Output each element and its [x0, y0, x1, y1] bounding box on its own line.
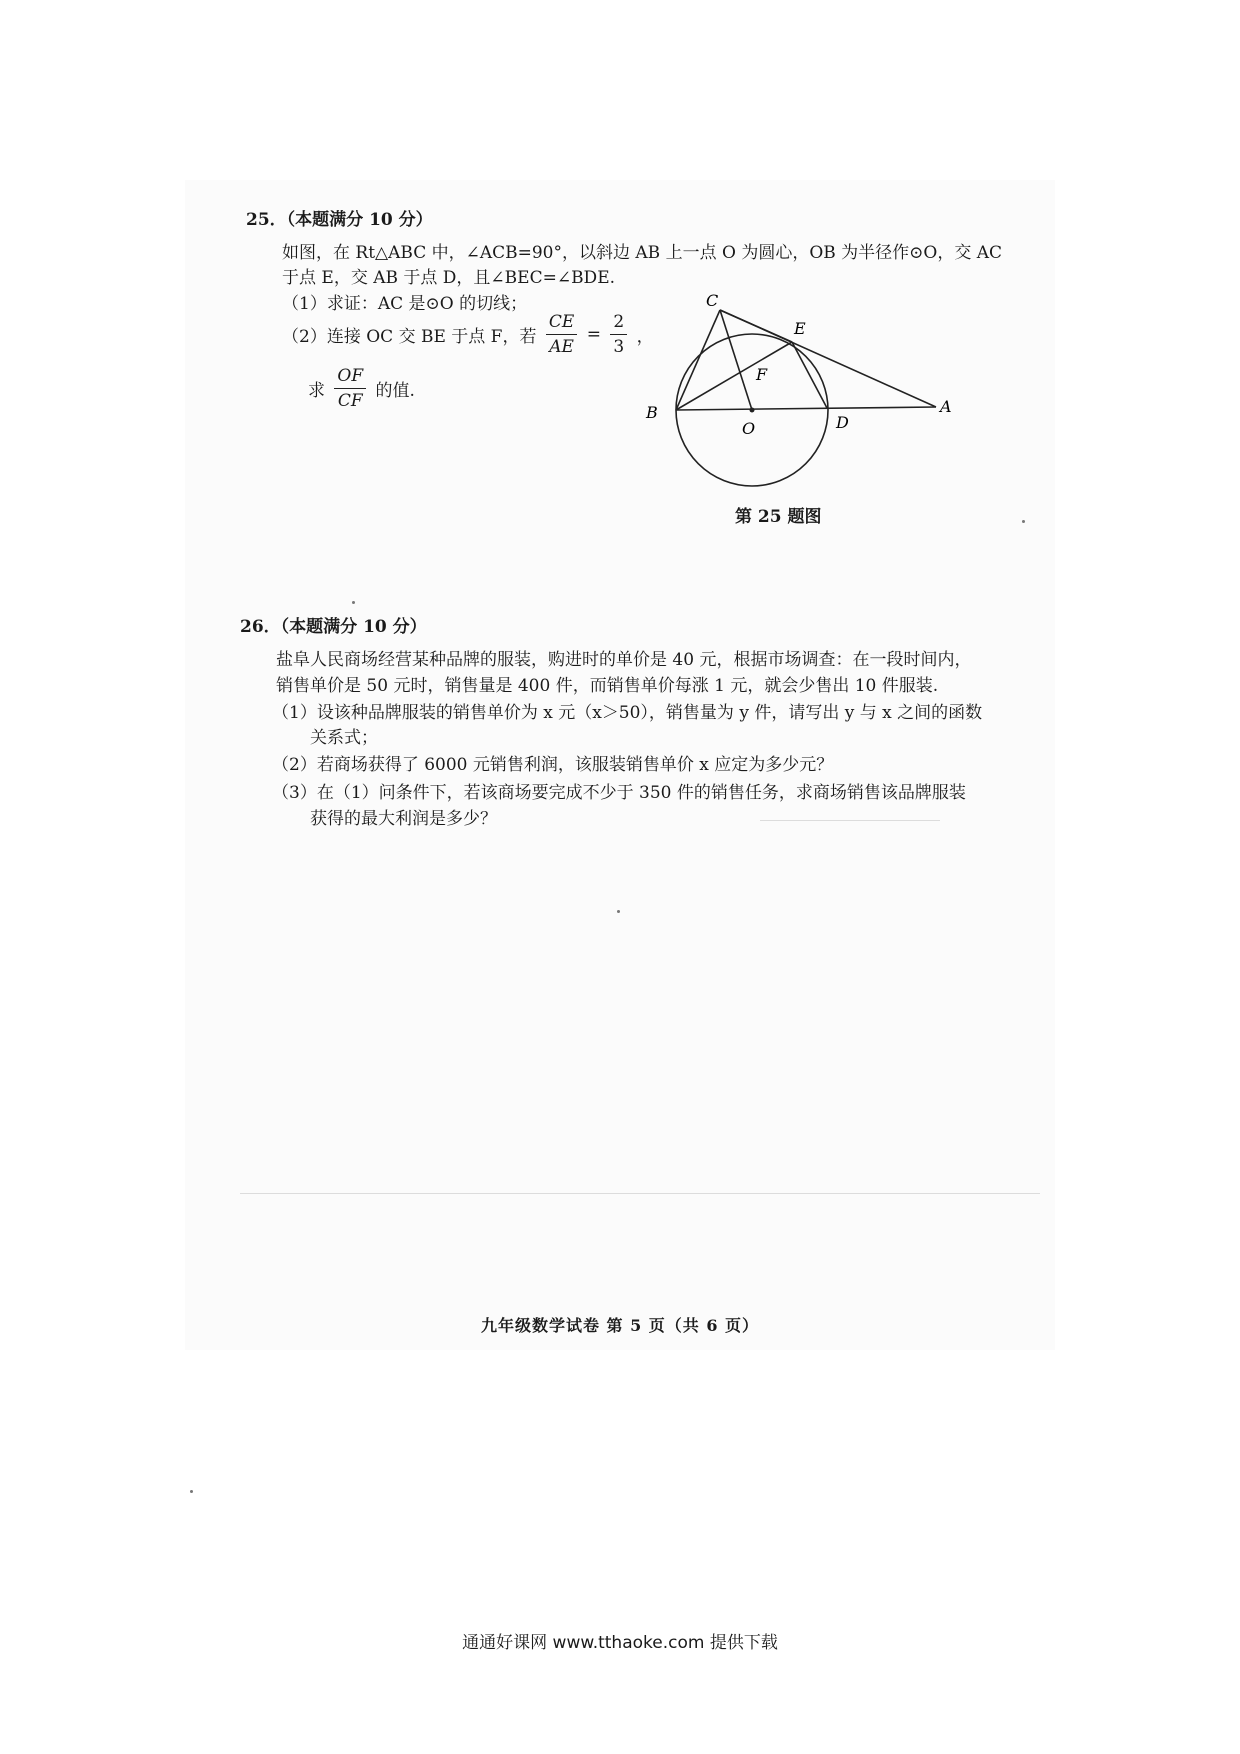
q26-part3-line1: （3）在（1）问条件下，若该商场要完成不少于 350 件的销售任务，求商场销售该品牌服装 [272, 783, 966, 803]
label-d: D [836, 413, 849, 432]
q25-text-line1: 如图，在 Rt△ABC 中，∠ACB=90°，以斜边 AB 上一点 O 为圆心，OB 为半径作⊙O，交 AC [282, 243, 1003, 263]
q25-part3 [308, 364, 415, 413]
site-credit: 通通好课网 www.tthaoke.com 提供下载 [462, 1633, 778, 1653]
label-o: O [742, 419, 756, 438]
scan-artifact-dot [190, 1490, 193, 1493]
fraction-ce-ae [546, 310, 577, 359]
segment-co [720, 310, 752, 410]
fraction-of-cf [334, 364, 366, 413]
segment-bc [676, 310, 720, 410]
fraction-numerator: CE [546, 310, 577, 335]
q26-part1-line1: （1）设该种品牌服装的销售单价为 x 元（x＞50），销售量为 y 件，请写出 y 与 x 之间的函数 [272, 703, 983, 723]
scan-artifact-line [760, 820, 940, 821]
q25-header: 25．（本题满分 10 分） [246, 210, 433, 230]
page-footer: 九年级数学试卷 第 5 页（共 6 页） [480, 1316, 760, 1335]
scan-artifact-dot [352, 601, 355, 604]
q25-part3-prefix: 求 [308, 381, 325, 401]
fraction-numerator: 2 [610, 310, 627, 335]
scan-artifact-dot [1022, 520, 1025, 523]
q26-part3-line2: 获得的最大利润是多少？ [310, 809, 497, 829]
label-e: E [794, 319, 806, 338]
figure-caption: 第 25 题图 [735, 507, 822, 527]
fraction-denominator: AE [549, 337, 574, 357]
equals-sign: = [586, 324, 601, 345]
label-a: A [940, 397, 952, 416]
q25-part3-suffix: 的值. [375, 381, 415, 401]
fraction-numerator: OF [334, 364, 366, 389]
scan-artifact-dot [617, 910, 620, 913]
label-c: C [706, 291, 719, 310]
q26-part1-line2: 关系式； [310, 728, 378, 748]
q25-text-line2: 于点 E，交 AB 于点 D，且∠BEC=∠BDE. [282, 268, 616, 288]
q25-part2-prefix: （2）连接 OC 交 BE 于点 F，若 [282, 327, 537, 347]
label-b: B [646, 403, 658, 422]
point-o [750, 408, 755, 413]
scan-artifact-line [240, 1193, 1040, 1194]
fraction-two-thirds [610, 310, 627, 359]
label-f: F [756, 365, 768, 384]
q26-text-line2: 销售单价是 50 元时，销售量是 400 件，而销售单价每涨 1 元，就会少售出 10 件服装. [276, 676, 939, 696]
q25-geometry-figure [640, 290, 960, 500]
q26-header: 26．（本题满分 10 分） [240, 617, 427, 637]
segment-ba [676, 407, 936, 410]
q26-part2: （2）若商场获得了 6000 元销售利润，该服装销售单价 x 应定为多少元？ [272, 755, 834, 775]
segment-ed [792, 342, 827, 408]
q25-part2-suffix: ， [636, 327, 654, 347]
q25-part2 [282, 310, 654, 359]
fraction-denominator: 3 [613, 337, 625, 357]
q26-text-line1: 盐阜人民商场经营某种品牌的服装，购进时的单价是 40 元，根据市场调查：在一段时间内， [276, 650, 972, 670]
fraction-denominator: CF [337, 391, 363, 411]
q25-part1: （1）求证：AC 是⊙O 的切线； [282, 294, 528, 314]
